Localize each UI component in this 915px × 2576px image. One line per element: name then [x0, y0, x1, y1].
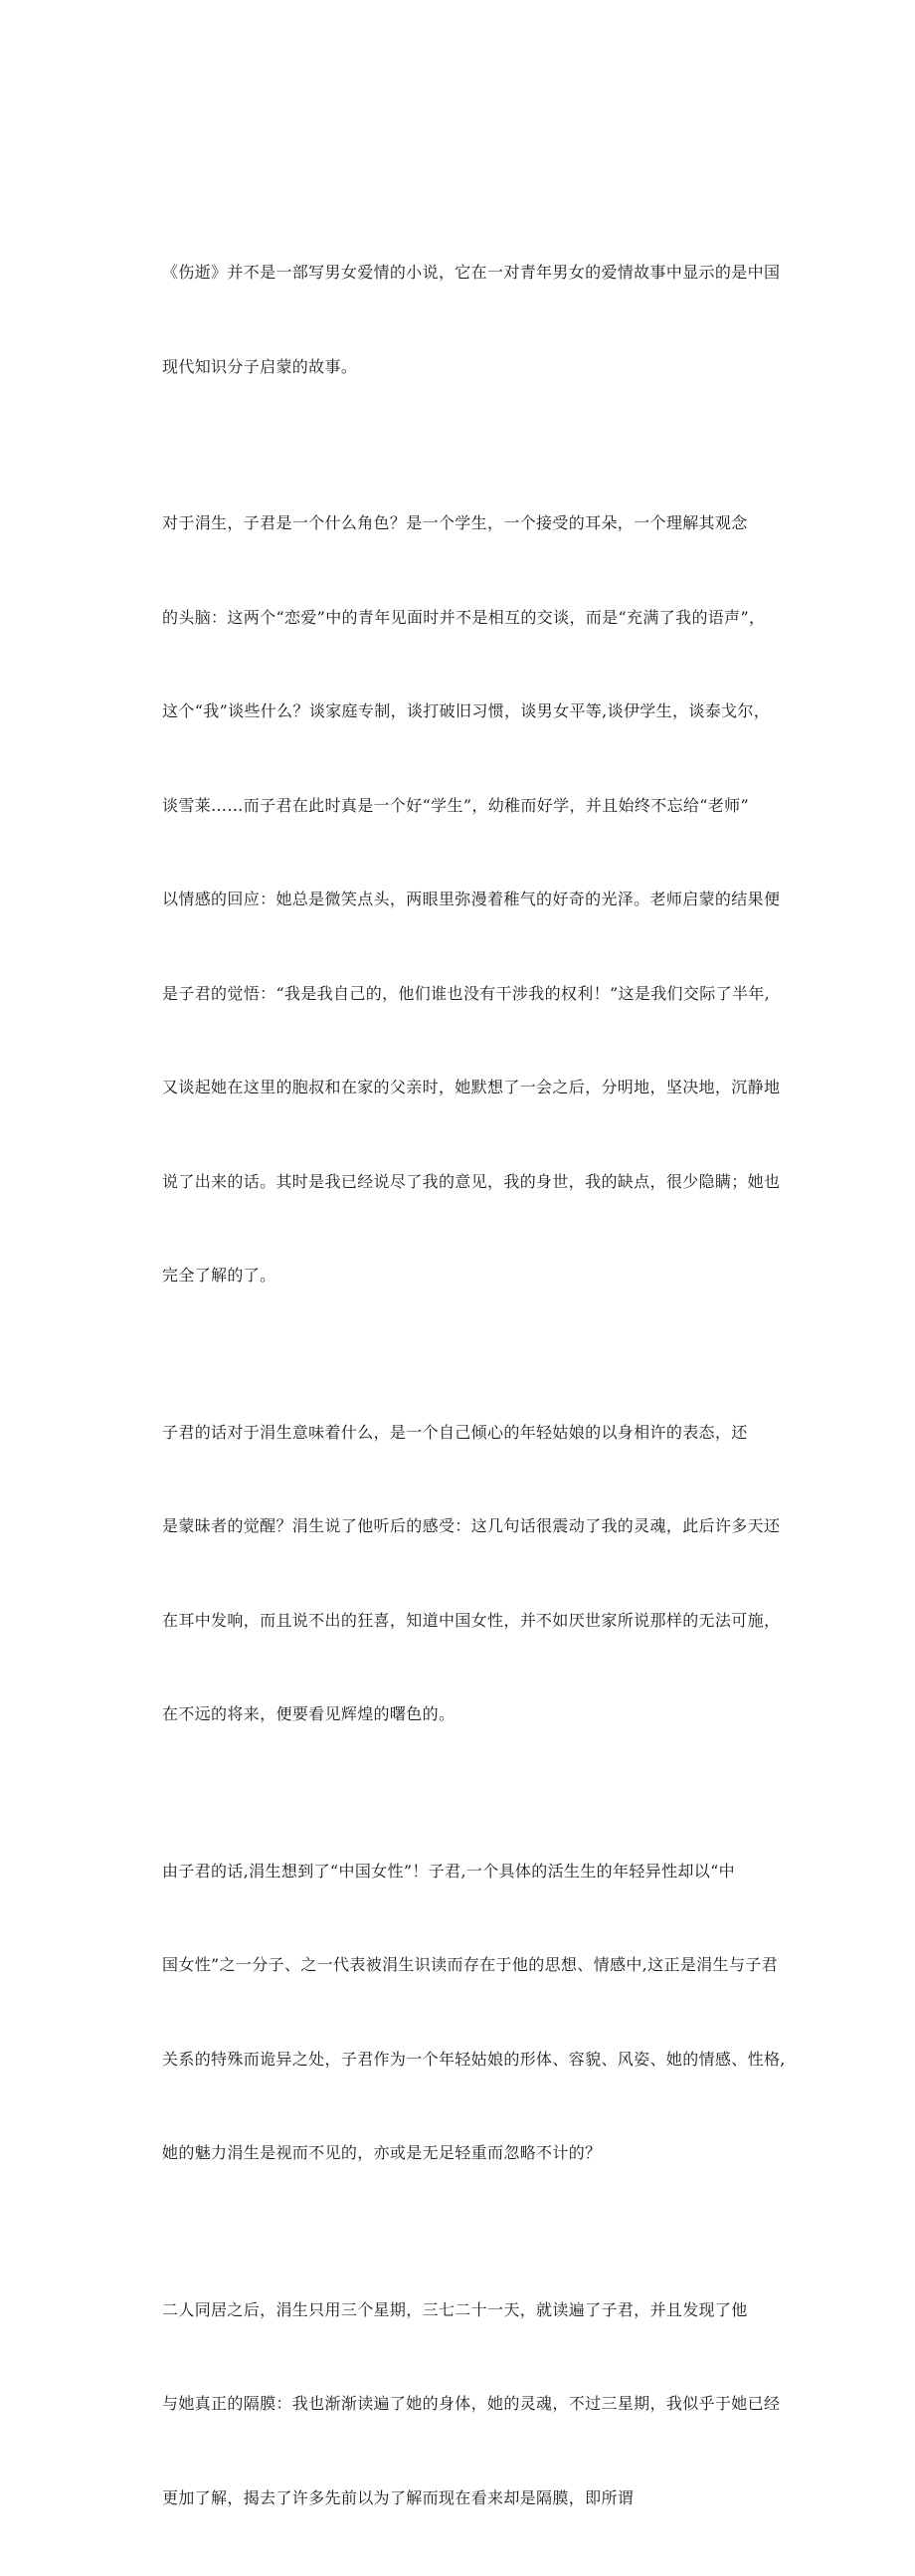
text-line: 子君的话对于涓生意味着什么，是一个自己倾心的年轻姑娘的以身相许的表态，还 — [162, 1417, 759, 1449]
text-line: 对于涓生，子君是一个什么角色？是一个学生，一个接受的耳朵，一个理解其观念 — [162, 507, 759, 539]
text-line: 《伤逝》并不是一部写男女爱情的小说，它在一对青年男女的爱情故事中显示的是中国 — [162, 257, 759, 289]
text-line: 的头脑：这两个“恋爱”中的青年见面时并不是相互的交谈，而是“充满了我的语声”， — [162, 602, 759, 634]
text-line: 她的魅力涓生是视而不见的，亦或是无足轻重而忽略不计的？ — [162, 2137, 759, 2169]
paragraph-3 — [162, 1354, 759, 1793]
text-line: 国女性”之一分子、之一代表被涓生识读而存在于他的思想、情感中,这正是涓生与子君 — [162, 1949, 759, 1981]
paragraph-4 — [162, 1793, 759, 2232]
text-line: 现代知识分子启蒙的故事。 — [162, 351, 759, 383]
text-line: 完全了解的了。 — [162, 1260, 759, 1291]
text-line: 二人同居之后，涓生只用三个星期，三七二十一天，就读遍了子君，并且发现了他 — [162, 2294, 759, 2326]
document-body — [162, 194, 759, 2576]
text-line: 与她真正的隔膜：我也渐渐读遍了她的身体，她的灵魂，不过三星期，我似乎于她已经 — [162, 2388, 759, 2420]
text-line: 是蒙昧者的觉醒？涓生说了他听后的感受：这几句话很震动了我的灵魂，此后许多天还 — [162, 1510, 759, 1542]
text-line: 又谈起她在这里的胞叔和在家的父亲时，她默想了一会之后，分明地，坚决地，沉静地 — [162, 1072, 759, 1103]
text-line: 更加了解，揭去了许多先前以为了解而现在看来却是隔膜，即所谓 — [162, 2482, 759, 2514]
text-line: 谈雪莱……而子君在此时真是一个好“学生”，幼稚而好学，并且始终不忘给“老师” — [162, 790, 759, 822]
text-line: 在不远的将来，便要看见辉煌的曙色的。 — [162, 1698, 759, 1730]
paragraph-5 — [162, 2232, 759, 2576]
text-line: 由子君的话,涓生想到了“中国女性”！子君,一个具体的活生生的年轻异性却以“中 — [162, 1856, 759, 1887]
text-line: 这个“我”谈些什么？谈家庭专制，谈打破旧习惯，谈男女平等,谈伊学生，谈泰戈尔， — [162, 695, 759, 727]
paragraph-2 — [162, 445, 759, 1354]
text-line: 是子君的觉悟：“我是我自己的，他们谁也没有干涉我的权利！”这是我们交际了半年, — [162, 978, 759, 1010]
text-line: 以情感的回应：她总是微笑点头，两眼里弥漫着稚气的好奇的光泽。老师启蒙的结果便 — [162, 884, 759, 915]
text-line: 关系的特殊而诡异之处，子君作为一个年轻姑娘的形体、容貌、风姿、她的情感、性格, — [162, 2044, 759, 2076]
text-line: 说了出来的话。其时是我已经说尽了我的意见，我的身世，我的缺点，很少隐瞒；她也 — [162, 1166, 759, 1198]
text-line: 在耳中发响，而且说不出的狂喜，知道中国女性，并不如厌世家所说那样的无法可施， — [162, 1605, 759, 1637]
paragraph-1 — [162, 194, 759, 445]
